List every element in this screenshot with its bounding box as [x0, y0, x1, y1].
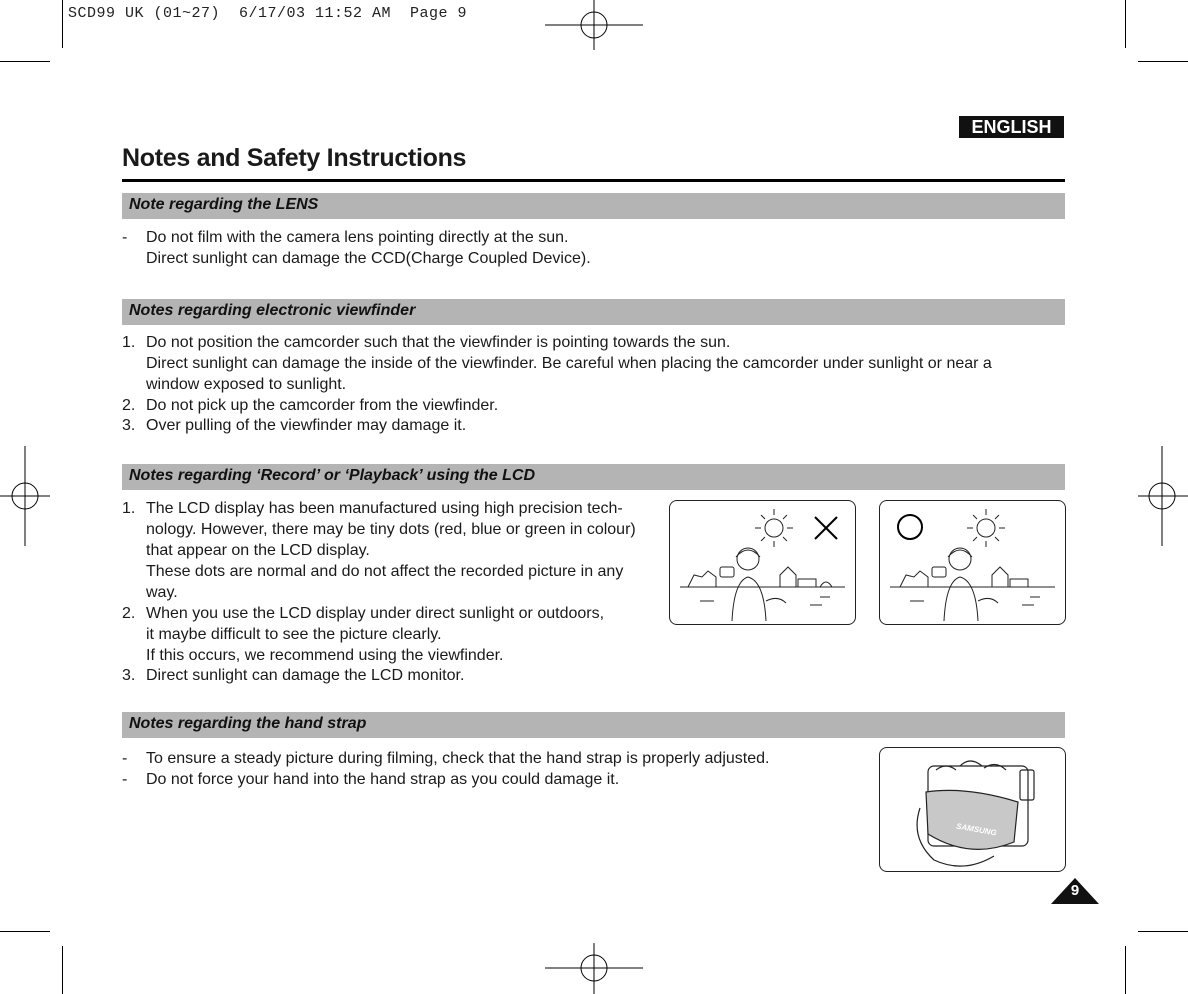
sun-rays-icon — [755, 509, 793, 547]
hand-strap-drawing — [880, 748, 1065, 871]
circle-ok-icon — [896, 513, 926, 541]
brand-label: SAMSUNG — [955, 821, 998, 838]
illustration-lcd-correct — [879, 500, 1066, 625]
illustration-hand-strap — [879, 747, 1066, 872]
illustration-lcd-wrong — [669, 500, 856, 625]
language-badge: ENGLISH — [959, 116, 1064, 138]
section-heading: Notes regarding electronic viewfinder — [129, 302, 416, 319]
section-header-viewfinder — [122, 299, 1065, 325]
section-heading: Note regarding the LENS — [129, 196, 319, 213]
cross-icon — [813, 515, 839, 541]
sun-rays-icon — [967, 509, 1005, 547]
section-header-hand-strap — [122, 712, 1065, 738]
page-number: 9 — [1051, 878, 1099, 904]
section-heading: Notes regarding the hand strap — [129, 715, 367, 732]
section-header-lcd — [122, 464, 1065, 490]
title-rule — [122, 179, 1065, 182]
print-slug: SCD99 UK (01~27) 6/17/03 11:52 AM Page 9 — [68, 5, 468, 22]
section-header-lens — [122, 193, 1065, 219]
page-title: Notes and Safety Instructions — [122, 144, 467, 172]
section-heading: Notes regarding ‘Record’ or ‘Playback’ using the LCD — [129, 467, 536, 484]
